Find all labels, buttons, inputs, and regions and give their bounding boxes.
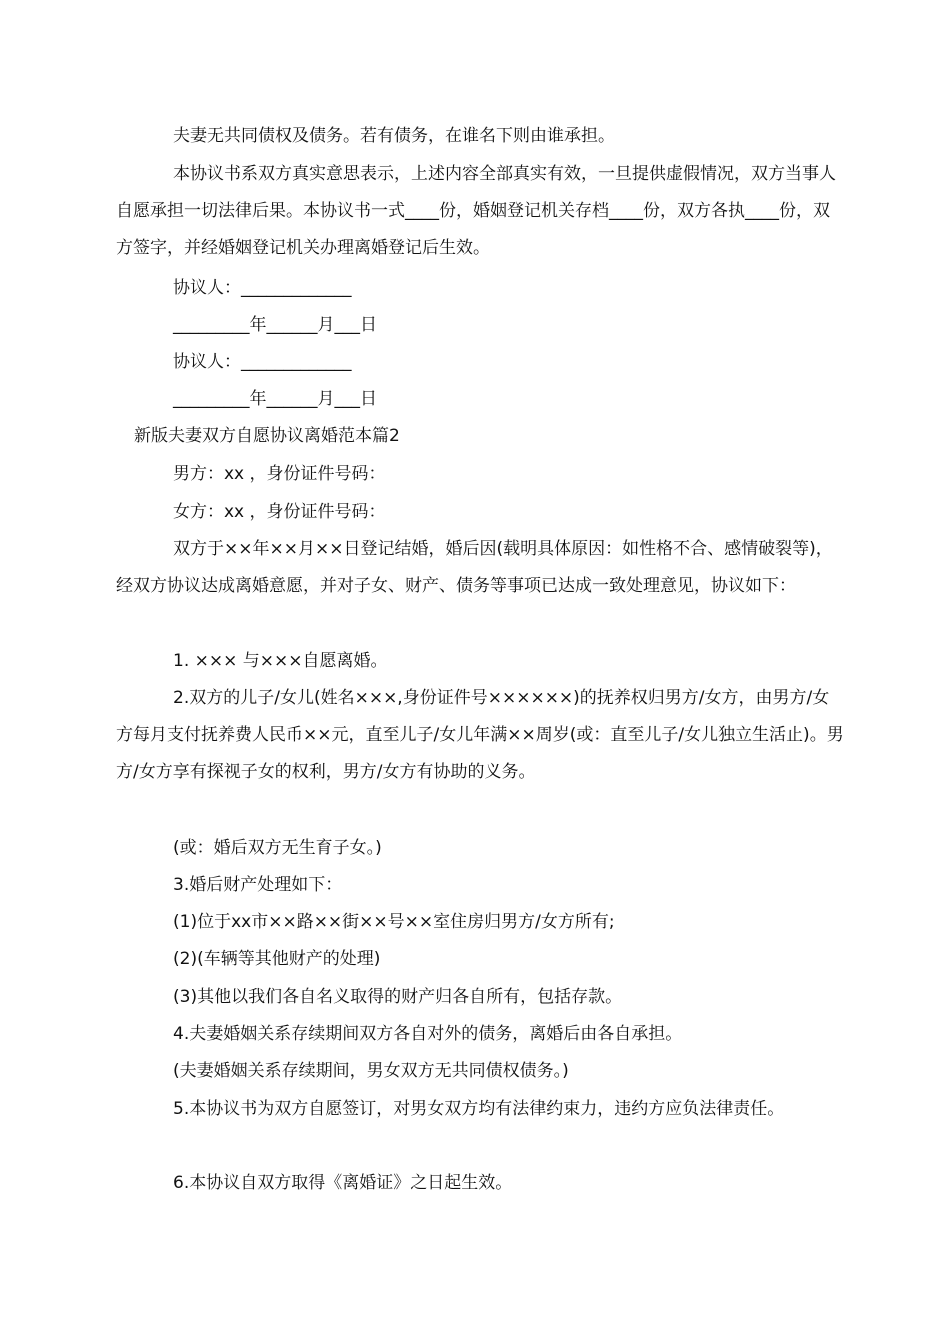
signature-line: 协议人：_____________ bbox=[173, 278, 352, 298]
text-line: 夫妻无共同债权及债务。若有债务，在谁名下则由谁承担。 bbox=[173, 126, 615, 146]
date-line: _________年______月___日 bbox=[173, 315, 377, 335]
date-line: _________年______月___日 bbox=[173, 389, 377, 409]
paragraph: 本协议书系双方真实意思表示，上述内容全部真实有效，一旦提供虚假情况，双方当事人自愿承担一切法律后果。本协议书一式____份，婚姻登记机关存档____份，双方各执____份，双方签字，并经婚姻登记机关办理离婚登记后生效。 bbox=[116, 164, 836, 258]
list-item: 4.夫妻婚姻关系存续期间双方各自对外的债务，离婚后由各自承担。 bbox=[173, 1024, 683, 1044]
list-item: (夫妻婚姻关系存续期间，男女双方无共同债权债务。) bbox=[173, 1061, 569, 1081]
list-item: (或：婚后双方无生育子女。) bbox=[173, 838, 382, 858]
list-item: 1. ××× 与×××自愿离婚。 bbox=[173, 651, 388, 671]
list-item: (2)(车辆等其他财产的处理) bbox=[173, 949, 381, 969]
list-item: 6.本协议自双方取得《离婚证》之日起生效。 bbox=[173, 1173, 513, 1193]
list-item: 3.婚后财产处理如下： bbox=[173, 875, 343, 895]
list-item: (3)其他以我们各自名义取得的财产归各自所有，包括存款。 bbox=[173, 987, 623, 1007]
paragraph: 双方于××年××月××日登记结婚，婚后因(载明具体原因：如性格不合、感情破裂等)，经双方协议达成离婚意愿，并对子女、财产、债务等事项已达成一致处理意见，协议如下： bbox=[116, 539, 833, 596]
paragraph: 5.本协议书为双方自愿签订，对男女双方均有法律约束力，违约方应负法律责任。 bbox=[173, 1099, 785, 1119]
section-heading: 新版夫妻双方自愿协议离婚范本篇2 bbox=[134, 426, 400, 446]
paragraph: 2.双方的儿子/女儿(姓名×××,身份证件号××××××)的抚养权归男方/女方，由男方/女方每月支付抚养费人民币××元，直至儿子/女儿年满××周岁(或：直至儿子/女儿独立生活止)。男方/女方享有探视子女的权利，男方/女方有协助的义务。 bbox=[116, 688, 844, 782]
list-item: (1)位于xx市××路××街××号××室住房归男方/女方所有; bbox=[173, 912, 615, 932]
party-male: 男方：xx ，身份证件号码： bbox=[173, 464, 386, 484]
party-female: 女方：xx ，身份证件号码： bbox=[173, 502, 386, 522]
signature-line: 协议人：_____________ bbox=[173, 352, 352, 372]
